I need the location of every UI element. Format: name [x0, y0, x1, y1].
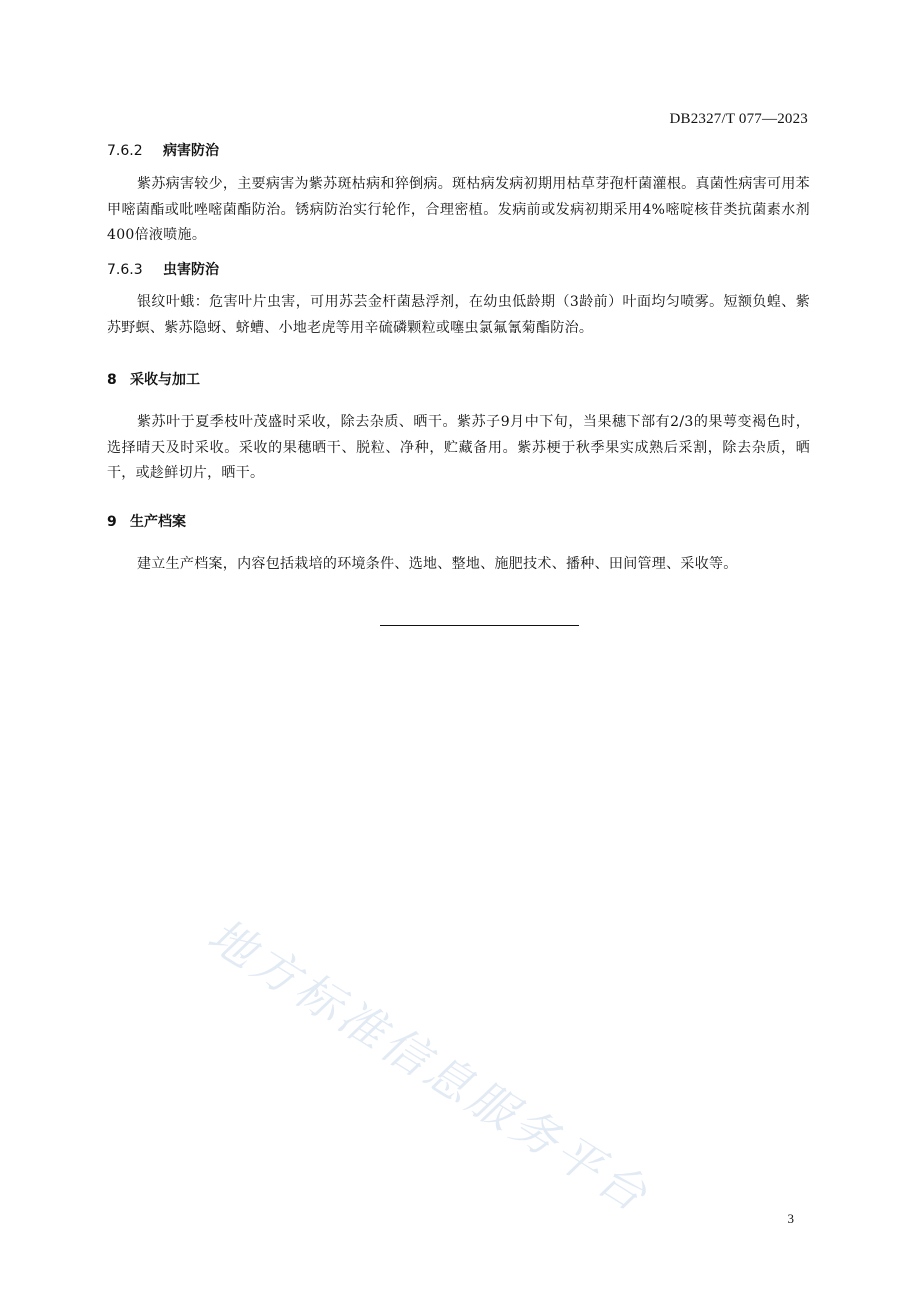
section-paragraph: 紫苏病害较少，主要病害为紫苏斑枯病和猝倒病。斑枯病发病初期用枯草芽孢杆菌灌根。真菌性病害可用苯甲嘧菌酯或吡唑嘧菌酯防治。锈病防治实行轮作，合理密植。发病前或发病初期采用4%嘧啶核苷类抗菌素水剂400倍液喷施。 [107, 176, 810, 243]
section-number: 9 [107, 514, 117, 530]
watermark: 地方标准信息服务平台 [198, 907, 660, 1224]
section-7-6-3 [107, 259, 810, 341]
section-title: 采收与加工 [130, 372, 200, 388]
section-7-6-2 [107, 140, 810, 249]
section-paragraph: 建立生产档案，内容包括栽培的环境条件、选地、整地、施肥技术、播种、田间管理、采收等。 [137, 556, 738, 572]
section-number: 8 [107, 372, 117, 388]
section-8 [107, 369, 810, 487]
section-heading [107, 511, 810, 533]
section-number: 7.6.3 [107, 262, 143, 278]
page-number: 3 [787, 1211, 794, 1226]
section-9 [107, 511, 810, 578]
section-title: 病害防治 [163, 143, 219, 159]
section-paragraph: 银纹叶蛾：危害叶片虫害，可用苏芸金杆菌悬浮剂，在幼虫低龄期（3龄前）叶面均匀喷雾。短额负蝗、紫苏野螟、紫苏隐蚜、蛴螬、小地老虎等用辛硫磷颗粒或噻虫氯氟氰菊酯防治。 [107, 294, 810, 336]
standard-code: DB2327/T 077—2023 [669, 111, 808, 127]
section-title: 生产档案 [130, 514, 186, 530]
section-heading [107, 140, 810, 162]
section-heading [107, 259, 810, 281]
end-divider [380, 625, 579, 626]
section-title: 虫害防治 [163, 262, 219, 278]
section-heading [107, 369, 810, 391]
section-number: 7.6.2 [107, 143, 143, 159]
section-paragraph: 紫苏叶于夏季枝叶茂盛时采收，除去杂质、晒干。紫苏子9月中下旬，当果穗下部有2/3的果萼变褐色时，选择晴天及时采收。采收的果穗晒干、脱粒、净种，贮藏备用。紫苏梗于秋季果实成熟后采割，除去杂质，晒干，或趁鲜切片，晒干。 [107, 414, 810, 481]
